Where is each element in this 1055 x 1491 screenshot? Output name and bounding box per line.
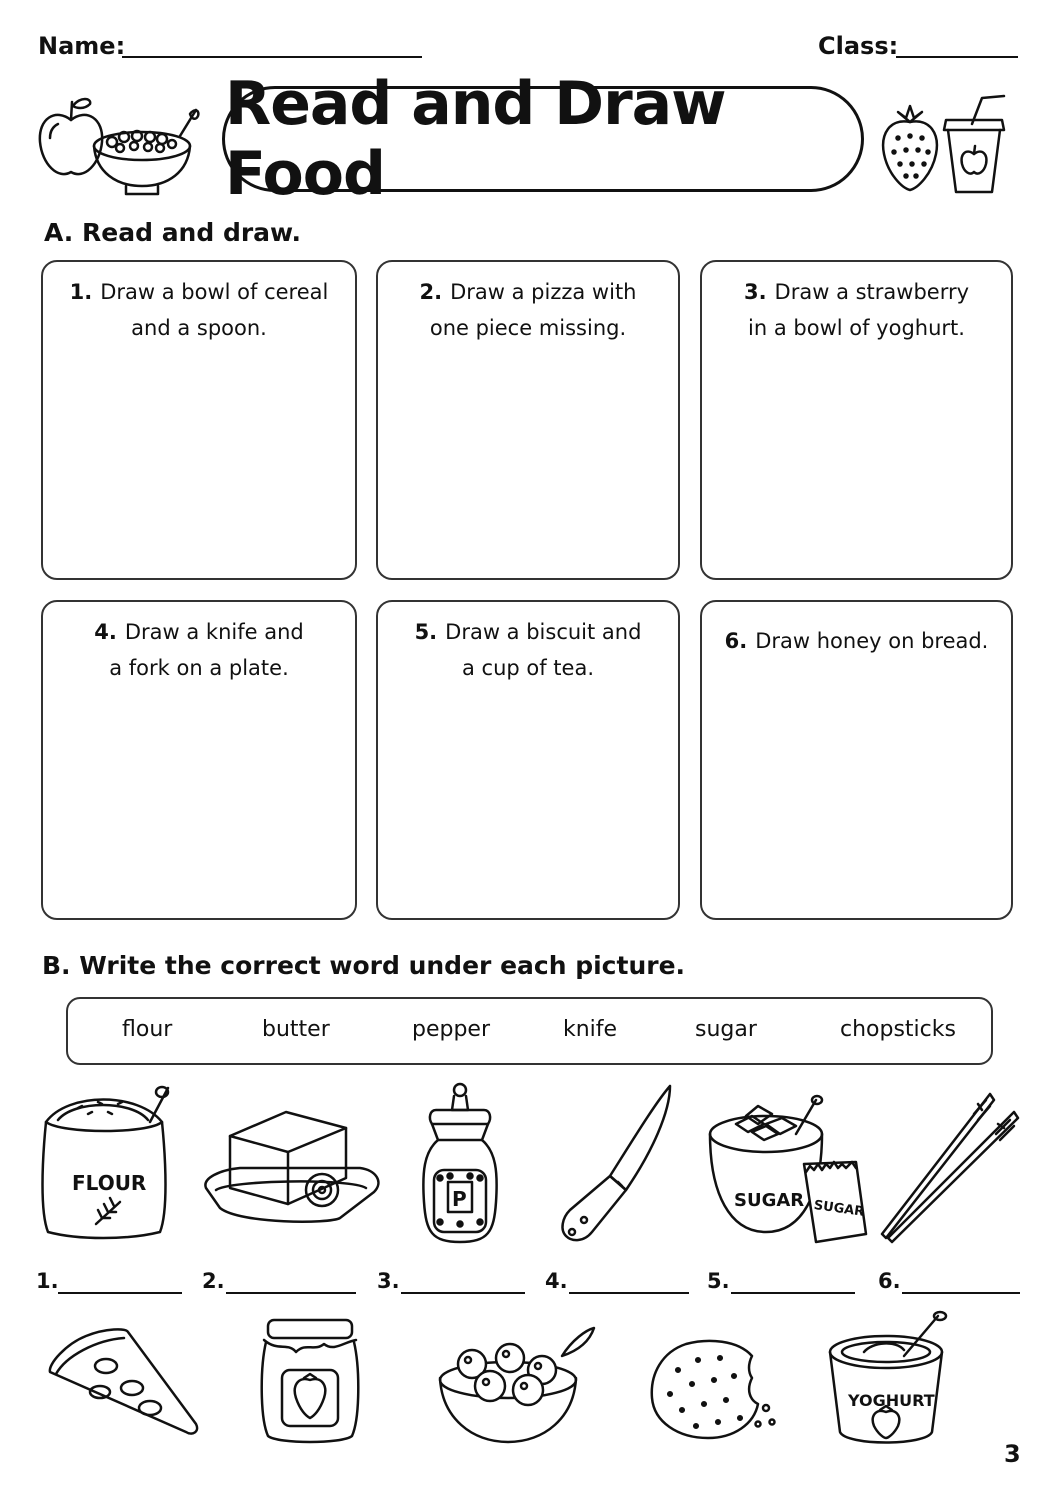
answer-line-3[interactable] bbox=[401, 1292, 525, 1294]
sugar-bowl-label: SUGAR bbox=[734, 1190, 805, 1211]
pepper-shaker-icon bbox=[418, 1082, 502, 1246]
title-banner bbox=[222, 69, 864, 209]
word-bank-item: knife bbox=[563, 1017, 618, 1042]
page-title: Read and Draw Food bbox=[225, 69, 726, 209]
task-text: in a bowl of yoghurt. bbox=[748, 316, 965, 340]
word-bank-item: flour bbox=[122, 1017, 173, 1042]
task-number: 3. bbox=[743, 280, 767, 304]
answer-number: 2. bbox=[202, 1269, 225, 1293]
task-text: a fork on a plate. bbox=[109, 656, 289, 680]
task-text: a cup of tea. bbox=[461, 656, 595, 680]
chopsticks-icon bbox=[878, 1090, 1022, 1242]
yoghurt-cup-icon bbox=[826, 1312, 950, 1448]
task-number: 5. bbox=[414, 620, 438, 644]
answer-number: 6. bbox=[878, 1269, 901, 1293]
flour-sack-label: FLOUR bbox=[72, 1171, 147, 1195]
yoghurt-label: YOGHURT bbox=[848, 1391, 935, 1410]
task-text: Draw a strawberry bbox=[774, 280, 970, 304]
jam-jar-icon bbox=[258, 1318, 362, 1446]
task-box-4[interactable] bbox=[41, 600, 357, 920]
biscuit-icon bbox=[648, 1338, 780, 1442]
task-text: Draw honey on bread. bbox=[755, 629, 989, 653]
juice-cup-icon bbox=[938, 92, 1014, 198]
sugar-packet-label: SUGAR bbox=[812, 1197, 866, 1220]
page-number: 3 bbox=[1004, 1440, 1021, 1468]
task-number: 6. bbox=[724, 629, 748, 653]
answer-number: 4. bbox=[545, 1269, 568, 1293]
task-text: and a spoon. bbox=[131, 316, 267, 340]
answer-line-6[interactable] bbox=[902, 1292, 1020, 1294]
task-text: Draw a bowl of cereal bbox=[100, 280, 329, 304]
word-bank-item: butter bbox=[262, 1017, 330, 1042]
class-label: Class: bbox=[818, 32, 899, 60]
task-text: Draw a pizza with bbox=[450, 280, 637, 304]
task-box-1[interactable] bbox=[41, 260, 357, 580]
answer-line-2[interactable] bbox=[226, 1292, 356, 1294]
word-bank-item: sugar bbox=[695, 1017, 757, 1042]
flour-sack-icon bbox=[38, 1082, 174, 1242]
word-bank bbox=[66, 997, 993, 1065]
olives-bowl-icon bbox=[436, 1324, 602, 1446]
word-bank-item: pepper bbox=[412, 1017, 491, 1042]
class-field[interactable] bbox=[896, 56, 1018, 58]
task-text: one piece missing. bbox=[429, 316, 627, 340]
section-a-heading: A. Read and draw. bbox=[44, 218, 302, 247]
strawberry-icon bbox=[878, 104, 942, 192]
name-field[interactable] bbox=[122, 56, 422, 58]
task-text: Draw a biscuit and bbox=[445, 620, 642, 644]
answer-line-4[interactable] bbox=[569, 1292, 689, 1294]
knife-icon bbox=[552, 1082, 676, 1246]
task-box-5[interactable] bbox=[376, 600, 680, 920]
task-number: 4. bbox=[94, 620, 117, 644]
cereal-bowl-icon bbox=[92, 106, 202, 196]
sugar-bowl-icon bbox=[706, 1094, 872, 1246]
answer-number: 3. bbox=[377, 1269, 400, 1293]
section-b-heading: B. Write the correct word under each picture. bbox=[42, 951, 686, 980]
task-text: Draw a knife and bbox=[124, 620, 304, 644]
word-bank-item: chopsticks bbox=[840, 1017, 956, 1042]
pepper-label: P bbox=[452, 1187, 467, 1211]
task-number: 1. bbox=[69, 280, 93, 304]
task-box-2[interactable] bbox=[376, 260, 680, 580]
task-box-3[interactable] bbox=[700, 260, 1013, 580]
answer-line-5[interactable] bbox=[731, 1292, 855, 1294]
name-label: Name: bbox=[38, 32, 126, 60]
task-box-6[interactable] bbox=[700, 600, 1013, 920]
answer-line-1[interactable] bbox=[58, 1292, 182, 1294]
butter-icon bbox=[200, 1108, 382, 1228]
pizza-slice-icon bbox=[46, 1326, 202, 1438]
answer-number: 1. bbox=[36, 1269, 59, 1293]
task-number: 2. bbox=[419, 280, 443, 304]
answer-number: 5. bbox=[707, 1269, 730, 1293]
